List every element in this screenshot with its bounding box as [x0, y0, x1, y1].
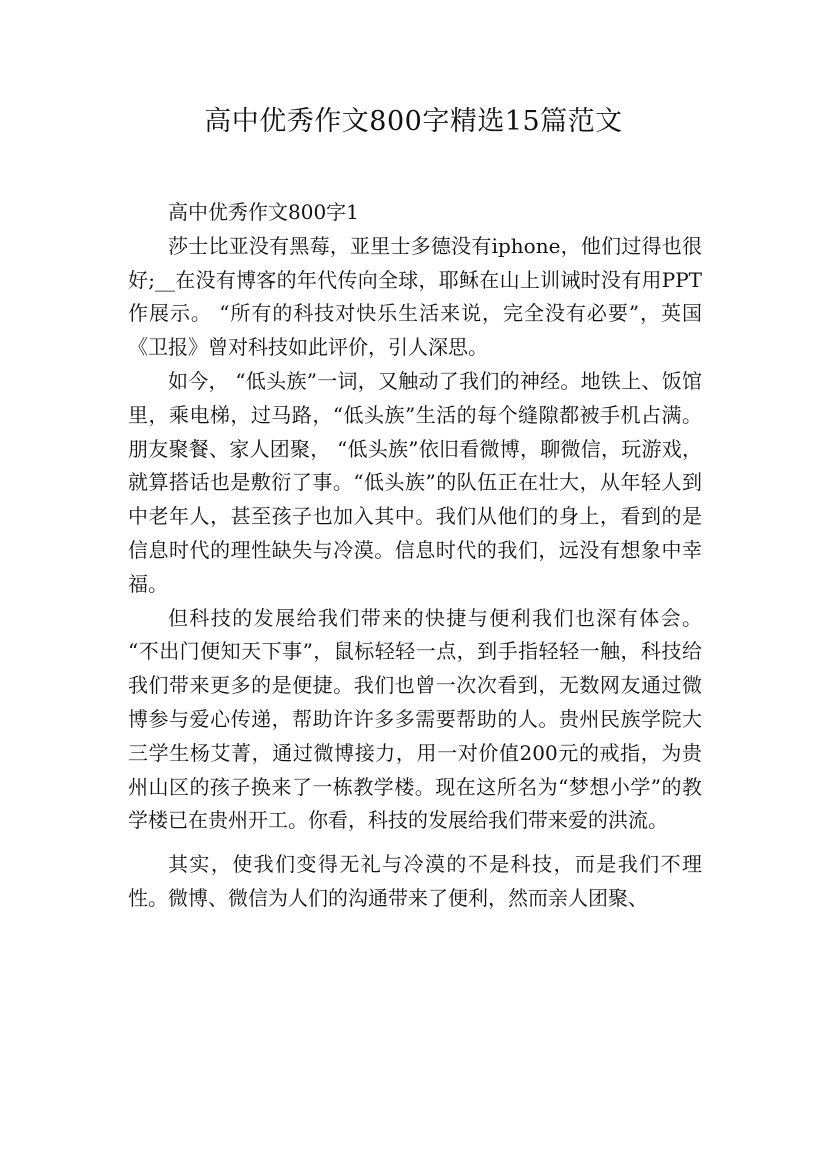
- paragraph-4: 其实，使我们变得无礼与冷漠的不是科技，而是我们不理性。微博、微信为人们的沟通带来了便利，然而亲人团聚、: [128, 852, 702, 910]
- paragraph-1: 莎士比亚没有黑莓，亚里士多德没有iphone，他们过得也很好;__在没有博客的年代传向全球，耶稣在山上训诫时没有用PPT作展示。 “所有的科技对快乐生活来说，完全没有必要”，英国《卫报》曾对科技如此评价，引人深思。: [128, 233, 702, 360]
- paragraph-3: 但科技的发展给我们带来的快捷与便利我们也深有体会。 “不出门便知天下事”，鼠标轻轻一点，到手指轻轻一触，科技给我们带来更多的是便捷。我们也曾一次次看到，无数网友通过微博参与爱心传递，帮助许许多多需要帮助的人。贵州民族学院大三学生杨艾菁，通过微博接力，用一对价值200元的戒指，为贵州山区的孩子换来了一栋教学楼。现在这所名为“梦想小学”的教学楼已在贵州开工。你看，科技的发展给我们带来爱的洪流。: [128, 605, 702, 833]
- document-body: [128, 196, 702, 916]
- paragraph-2: 如今， “低头族”一词，又触动了我们的神经。地铁上、饭馆里，乘电梯，过马路，“低头族”生活的每个缝隙都被手机占满。朋友聚餐、家人团聚， “低头族”依旧看微博，聊微信，玩游戏，就算搭话也是敷衍了事。“低头族”的队伍正在壮大，从年轻人到中老年人，甚至孩子也加入其中。我们从他们的身上，看到的是信息时代的理性缺失与冷漠。信息时代的我们，远没有想象中幸福。: [128, 368, 702, 596]
- section-heading: 高中优秀作文800字1: [168, 200, 359, 224]
- document-title: 高中优秀作文800字精选15篇范文: [204, 106, 623, 137]
